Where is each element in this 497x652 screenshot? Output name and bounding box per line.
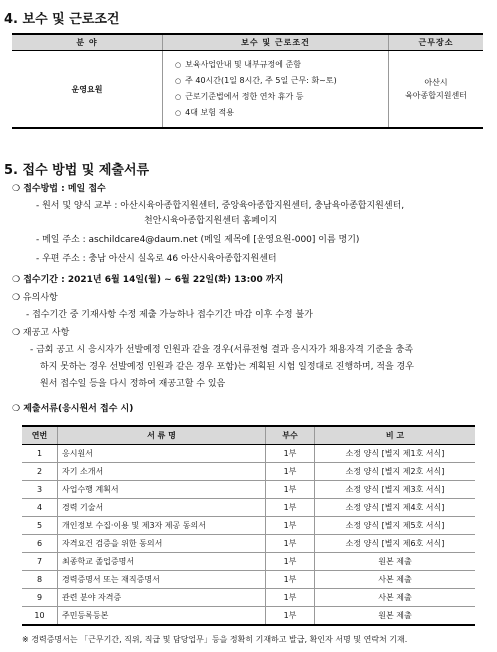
table-row bbox=[22, 463, 475, 481]
doc-name: 관련 분야 자격증 bbox=[58, 589, 266, 607]
method-item: - 원서 및 양식 교부 : 아산시육아종합지원센터, 중앙육아종합지원센터, 충남육아종합지원센터, bbox=[36, 201, 405, 211]
location-line: 육아종합지원센터 bbox=[405, 91, 467, 100]
location-cell bbox=[389, 51, 484, 129]
method-item: - 우편 주소 : 충남 아산시 실옥로 46 아산시육아종합지원센터 bbox=[36, 254, 277, 264]
doc-no: 2 bbox=[22, 463, 58, 481]
table-row bbox=[22, 589, 475, 607]
work-conditions-table bbox=[12, 33, 483, 129]
conditions-list bbox=[163, 51, 388, 127]
doc-no: 7 bbox=[22, 553, 58, 571]
repost-line: 하지 못하는 경우 선발예정 인원과 같은 경우 포함)는 계획된 시험 일정대로 진행하며, 적을 경우 bbox=[40, 362, 414, 372]
doc-remark: 사본 제출 bbox=[315, 589, 476, 607]
footnote: ※ 경력증명서는 「근무기간, 직위, 직급 및 담당업무」등을 정확히 기재하고 발급, 확인자 서명 및 연락처 기재. bbox=[22, 635, 408, 644]
doc-no: 1 bbox=[22, 445, 58, 463]
table-header-row bbox=[22, 426, 475, 445]
table-row bbox=[22, 571, 475, 589]
doc-remark: 사본 제출 bbox=[315, 571, 476, 589]
list-item: ○ 보육사업안내 및 내부규정에 준함 bbox=[175, 57, 388, 73]
doc-remark: 원본 제출 bbox=[315, 553, 476, 571]
doc-remark: 소정 양식 [별지 제6호 서식] bbox=[315, 535, 476, 553]
doc-no: 5 bbox=[22, 517, 58, 535]
doc-count: 1부 bbox=[266, 607, 315, 626]
doc-name: 주민등록등본 bbox=[58, 607, 266, 626]
table-row bbox=[22, 607, 475, 626]
doc-no: 4 bbox=[22, 499, 58, 517]
method-title: ❍ 접수방법 : 메일 접수 bbox=[12, 184, 106, 194]
section-5-title: 5. 접수 방법 및 제출서류 bbox=[4, 163, 150, 178]
table-row bbox=[22, 481, 475, 499]
method-item: 천안시육아종합지원센터 홈페이지 bbox=[144, 216, 278, 226]
doc-name: 자기 소개서 bbox=[58, 463, 266, 481]
table-row bbox=[22, 445, 475, 463]
table-row bbox=[22, 517, 475, 535]
doc-name: 응시원서 bbox=[58, 445, 266, 463]
list-item: ○ 주 40시간(1일 8시간, 주 5일 근무: 화~토) bbox=[175, 73, 388, 89]
table-row bbox=[22, 553, 475, 571]
doc-name: 개인정보 수집·이용 및 제3자 제공 동의서 bbox=[58, 517, 266, 535]
header-field: 분 야 bbox=[12, 34, 163, 51]
doc-count: 1부 bbox=[266, 463, 315, 481]
doc-count: 1부 bbox=[266, 517, 315, 535]
doc-remark: 소정 양식 [별지 제2호 서식] bbox=[315, 463, 476, 481]
field-cell: 운영요원 bbox=[12, 51, 163, 129]
doc-name: 사업수행 계획서 bbox=[58, 481, 266, 499]
table-row bbox=[22, 535, 475, 553]
repost-title: ❍ 재공고 사항 bbox=[12, 328, 70, 338]
header-conditions: 보수 및 근로조건 bbox=[163, 34, 389, 51]
doc-no: 3 bbox=[22, 481, 58, 499]
table-header-row bbox=[12, 34, 483, 51]
conditions-cell bbox=[163, 51, 389, 129]
repost-line: - 금회 공고 시 응시자가 선발예정 인원과 같을 경우(서류전형 결과 응시자가 채용자격 기준을 충족 bbox=[30, 345, 414, 355]
doc-count: 1부 bbox=[266, 553, 315, 571]
doc-count: 1부 bbox=[266, 445, 315, 463]
header-doc-name: 서 류 명 bbox=[58, 426, 266, 445]
doc-remark: 소정 양식 [별지 제3호 서식] bbox=[315, 481, 476, 499]
doc-count: 1부 bbox=[266, 481, 315, 499]
list-item: ○ 4대 보험 적용 bbox=[175, 105, 388, 121]
doc-count: 1부 bbox=[266, 589, 315, 607]
doc-count: 1부 bbox=[266, 499, 315, 517]
section-4-title: 4. 보수 및 근로조건 bbox=[4, 12, 120, 27]
doc-no: 10 bbox=[22, 607, 58, 626]
doc-name: 경력증명서 또는 재직증명서 bbox=[58, 571, 266, 589]
header-count: 부수 bbox=[266, 426, 315, 445]
table-row bbox=[22, 499, 475, 517]
header-remark: 비 고 bbox=[315, 426, 476, 445]
notice-item: - 접수기간 중 기재사항 수정 제출 가능하나 접수기간 마감 이후 수정 불가 bbox=[26, 310, 313, 320]
docs-title: ❍ 제출서류(응시원서 접수 시) bbox=[12, 404, 134, 414]
doc-remark: 원본 제출 bbox=[315, 607, 476, 626]
list-item: ○ 근로기준법에서 정한 연차 휴가 등 bbox=[175, 89, 388, 105]
table-row bbox=[12, 51, 483, 129]
period-text: ❍ 접수기간 : 2021년 6월 14일(월) ~ 6월 22일(화) 13:00 까지 bbox=[12, 275, 284, 285]
location-line: 아산시 bbox=[424, 78, 448, 87]
doc-name: 자격요건 검증을 위한 동의서 bbox=[58, 535, 266, 553]
doc-remark: 소정 양식 [별지 제1호 서식] bbox=[315, 445, 476, 463]
doc-no: 6 bbox=[22, 535, 58, 553]
doc-no: 9 bbox=[22, 589, 58, 607]
doc-no: 8 bbox=[22, 571, 58, 589]
doc-remark: 소정 양식 [별지 제5호 서식] bbox=[315, 517, 476, 535]
doc-name: 경력 기술서 bbox=[58, 499, 266, 517]
repost-line: 원서 접수일 등을 다시 정하여 재공고할 수 있음 bbox=[40, 379, 226, 389]
notice-title: ❍ 유의사항 bbox=[12, 293, 58, 303]
doc-remark: 소정 양식 [별지 제4호 서식] bbox=[315, 499, 476, 517]
method-item: - 메일 주소 : aschildcare4@daum.net (메일 제목에 [운영요원-000] 이름 명기) bbox=[36, 235, 360, 245]
documents-table bbox=[22, 425, 475, 626]
doc-count: 1부 bbox=[266, 571, 315, 589]
header-location: 근무장소 bbox=[389, 34, 484, 51]
doc-name: 최종학교 졸업증명서 bbox=[58, 553, 266, 571]
header-no: 연번 bbox=[22, 426, 58, 445]
doc-count: 1부 bbox=[266, 535, 315, 553]
